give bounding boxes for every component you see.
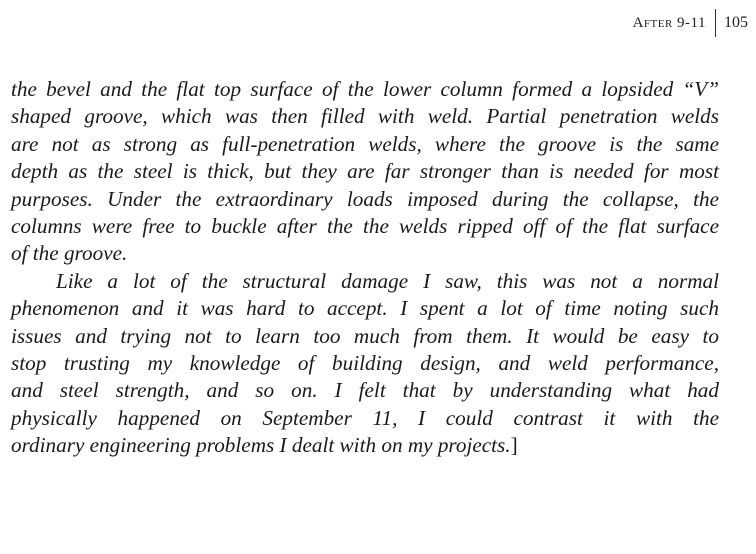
text-line: are not as strong as full-penetration welds, where the groove is the same [11, 131, 719, 156]
text-line-final [11, 432, 719, 459]
text-line: stop trusting my knowledge of building design, and weld performance, [11, 351, 719, 376]
text-line: purposes. Under the extraordinary loads imposed during the collapse, the [11, 186, 719, 211]
text-line: the bevel and the flat top surface of the lower column formed a lopsided “V” [11, 77, 719, 101]
text-line: depth as the steel is thick, but they are far stronger than is needed for most [11, 159, 719, 184]
text-line: columns were free to buckle after the the welds ripped off of the flat surface [11, 214, 719, 239]
running-head [633, 8, 748, 38]
running-title: After 9-11 [632, 14, 706, 31]
body-text [11, 76, 719, 460]
final-line-text: ordinary engineering problems I dealt with on my projects. [11, 433, 511, 458]
text-line: shaped groove, which was then filled with weld. Partial penetration welds [11, 104, 719, 129]
paragraph-1 [11, 76, 719, 268]
text-line: Like a lot of the structural damage I saw, this was not a normal [56, 268, 719, 293]
paragraph-2 [11, 268, 719, 460]
page-number: 105 [724, 14, 748, 31]
text-line: and steel strength, and so on. I felt that by understanding what had [11, 378, 719, 403]
text-line: physically happened on September 11, I could contrast it with the [11, 405, 719, 430]
text-line: phenomenon and it was hard to accept. I spent a lot of time noting such [11, 296, 719, 321]
text-line: issues and trying not to learn too much from them. It would be easy to [11, 323, 719, 348]
text-line: of the groove. [11, 241, 128, 266]
closing-bracket: ] [510, 433, 518, 458]
